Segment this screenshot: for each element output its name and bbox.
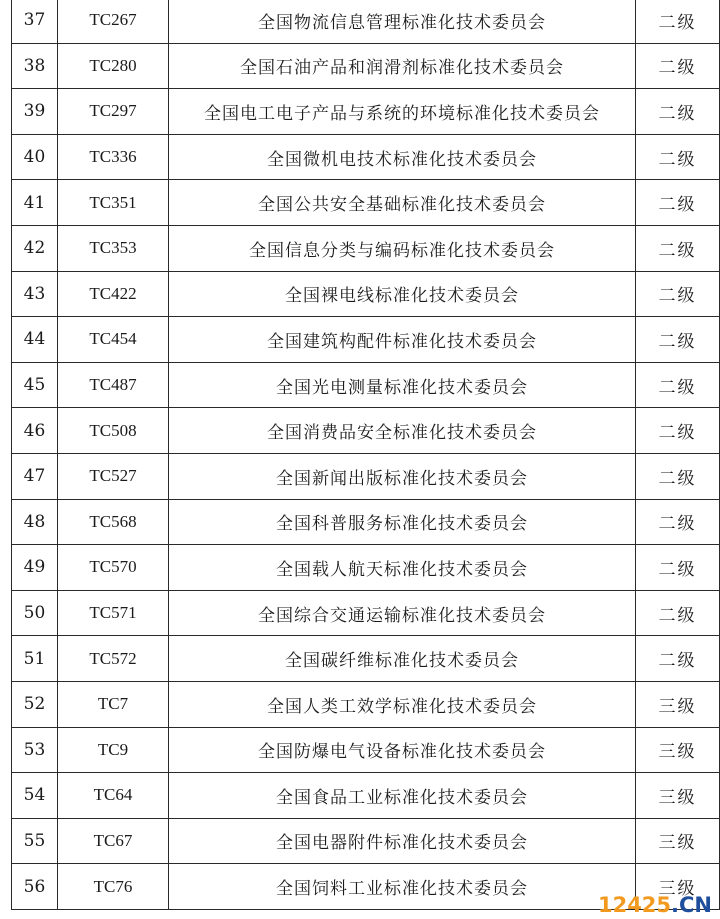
committee-code-cell: TC351: [58, 180, 169, 226]
committee-code-cell: TC422: [58, 271, 169, 317]
table-row: [12, 89, 720, 135]
committee-code-cell: TC572: [58, 636, 169, 682]
committee-name-cell: 全国新闻出版标准化技术委员会: [169, 453, 636, 499]
table-row: [12, 362, 720, 408]
committee-code-cell: TC297: [58, 89, 169, 135]
committee-level-cell: 二级: [636, 408, 720, 454]
row-number-cell: 49: [12, 545, 58, 591]
row-number-cell: 41: [12, 180, 58, 226]
site-watermark: [598, 893, 712, 917]
committee-level-cell: 二级: [636, 499, 720, 545]
committee-name-cell: 全国光电测量标准化技术委员会: [169, 362, 636, 408]
committee-level-cell: 三级: [636, 773, 720, 819]
committee-name-cell: 全国碳纤维标准化技术委员会: [169, 636, 636, 682]
table-row: [12, 727, 720, 773]
committee-code-cell: TC353: [58, 225, 169, 271]
table-row: [12, 545, 720, 591]
row-number-cell: 46: [12, 408, 58, 454]
watermark-number: 12425: [597, 893, 672, 917]
committee-name-cell: 全国建筑构配件标准化技术委员会: [169, 317, 636, 363]
committee-code-cell: TC527: [58, 453, 169, 499]
committee-name-cell: 全国综合交通运输标准化技术委员会: [169, 590, 636, 636]
committee-level-cell: 二级: [636, 225, 720, 271]
table-row: [12, 0, 720, 43]
committee-name-cell: 全国裸电线标准化技术委员会: [169, 271, 636, 317]
row-number-cell: 54: [12, 773, 58, 819]
row-number-cell: 39: [12, 89, 58, 135]
committee-code-cell: TC76: [58, 864, 169, 910]
row-number-cell: 51: [12, 636, 58, 682]
committee-code-cell: TC9: [58, 727, 169, 773]
committee-code-cell: TC336: [58, 134, 169, 180]
committee-level-cell: 二级: [636, 134, 720, 180]
committee-level-cell: 二级: [636, 0, 720, 43]
table-row: [12, 271, 720, 317]
row-number-cell: 42: [12, 225, 58, 271]
committee-table: [11, 0, 720, 910]
table-row: [12, 590, 720, 636]
committee-level-cell: 二级: [636, 271, 720, 317]
table-row: [12, 773, 720, 819]
table-row: [12, 408, 720, 454]
table-row: [12, 225, 720, 271]
committee-name-cell: 全国人类工效学标准化技术委员会: [169, 681, 636, 727]
committee-code-cell: TC571: [58, 590, 169, 636]
committee-code-cell: TC7: [58, 681, 169, 727]
row-number-cell: 53: [12, 727, 58, 773]
row-number-cell: 44: [12, 317, 58, 363]
table-row: [12, 180, 720, 226]
committee-level-cell: 二级: [636, 545, 720, 591]
committee-name-cell: 全国科普服务标准化技术委员会: [169, 499, 636, 545]
committee-name-cell: 全国信息分类与编码标准化技术委员会: [169, 225, 636, 271]
committee-name-cell: 全国石油产品和润滑剂标准化技术委员会: [169, 43, 636, 89]
committee-name-cell: 全国公共安全基础标准化技术委员会: [169, 180, 636, 226]
table-row: [12, 453, 720, 499]
table-row: [12, 499, 720, 545]
row-number-cell: 56: [12, 864, 58, 910]
row-number-cell: 37: [12, 0, 58, 43]
committee-name-cell: 全国载人航天标准化技术委员会: [169, 545, 636, 591]
committee-level-cell: 二级: [636, 43, 720, 89]
committee-level-cell: 二级: [636, 89, 720, 135]
row-number-cell: 50: [12, 590, 58, 636]
table-row: [12, 317, 720, 363]
row-number-cell: 52: [12, 681, 58, 727]
row-number-cell: 55: [12, 818, 58, 864]
committee-level-cell: 二级: [636, 453, 720, 499]
committee-name-cell: 全国微机电技术标准化技术委员会: [169, 134, 636, 180]
committee-level-cell: 二级: [636, 590, 720, 636]
table-row: [12, 818, 720, 864]
committee-name-cell: 全国消费品安全标准化技术委员会: [169, 408, 636, 454]
row-number-cell: 40: [12, 134, 58, 180]
committee-level-cell: 二级: [636, 317, 720, 363]
committee-code-cell: TC570: [58, 545, 169, 591]
table-row: [12, 681, 720, 727]
committee-level-cell: 三级: [636, 727, 720, 773]
committee-level-cell: 三级: [636, 864, 720, 910]
committee-level-cell: 三级: [636, 818, 720, 864]
committee-level-cell: 二级: [636, 180, 720, 226]
committee-code-cell: TC508: [58, 408, 169, 454]
table-row: [12, 43, 720, 89]
committee-name-cell: 全国电器附件标准化技术委员会: [169, 818, 636, 864]
committee-name-cell: 全国防爆电气设备标准化技术委员会: [169, 727, 636, 773]
row-number-cell: 45: [12, 362, 58, 408]
committee-code-cell: TC487: [58, 362, 169, 408]
committee-name-cell: 全国食品工业标准化技术委员会: [169, 773, 636, 819]
committee-table-body: [12, 0, 720, 909]
committee-code-cell: TC64: [58, 773, 169, 819]
committee-code-cell: TC454: [58, 317, 169, 363]
committee-code-cell: TC568: [58, 499, 169, 545]
committee-level-cell: 二级: [636, 362, 720, 408]
watermark-domain: .CN: [671, 893, 712, 917]
row-number-cell: 47: [12, 453, 58, 499]
row-number-cell: 43: [12, 271, 58, 317]
committee-name-cell: 全国电工电子产品与系统的环境标准化技术委员会: [169, 89, 636, 135]
row-number-cell: 38: [12, 43, 58, 89]
committee-code-cell: TC67: [58, 818, 169, 864]
committee-code-cell: TC280: [58, 43, 169, 89]
committee-name-cell: 全国物流信息管理标准化技术委员会: [169, 0, 636, 43]
committee-level-cell: 三级: [636, 681, 720, 727]
committee-code-cell: TC267: [58, 0, 169, 43]
table-row: [12, 134, 720, 180]
committee-name-cell: 全国饲料工业标准化技术委员会: [169, 864, 636, 910]
table-row: [12, 636, 720, 682]
committee-level-cell: 二级: [636, 636, 720, 682]
row-number-cell: 48: [12, 499, 58, 545]
